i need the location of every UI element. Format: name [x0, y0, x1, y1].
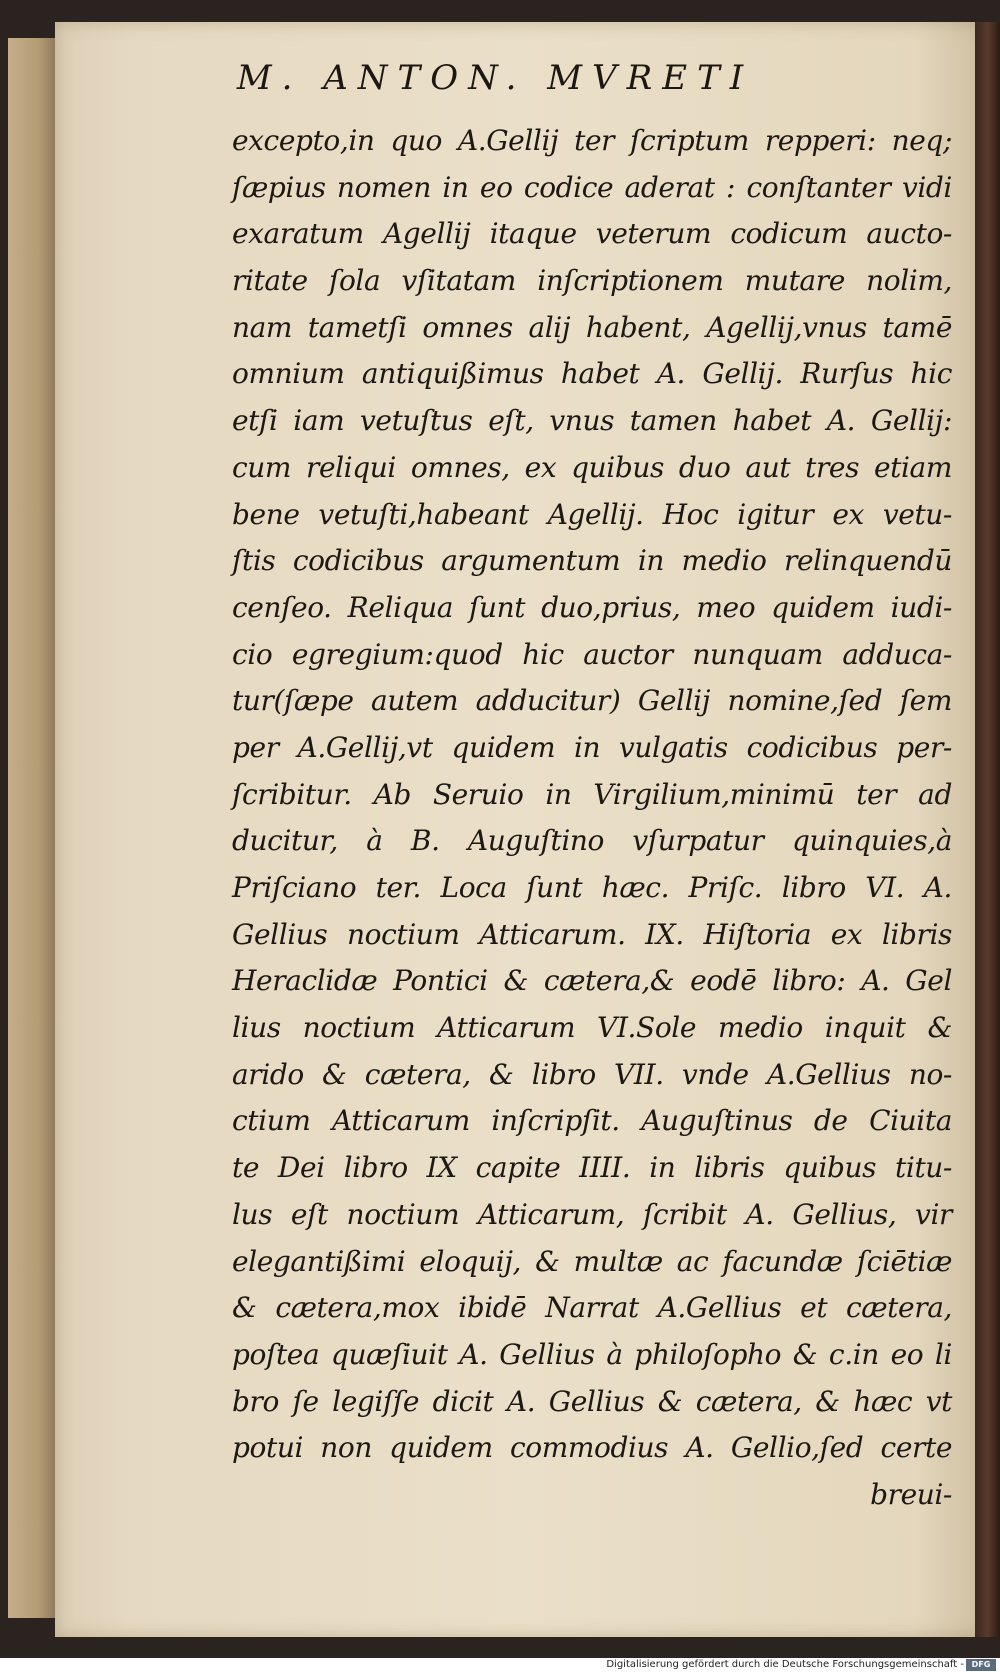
text-line: per A.Gellij,vt quidem in vulgatis codicibus per- [232, 730, 952, 764]
text-line: cenſeo. Reliqua ſunt duo,prius, meo quidem iudi- [232, 590, 952, 624]
text-line: ſtis codicibus argumentum in medio relinquendū [232, 544, 952, 578]
text-line: Heraclidæ Pontici & cætera,& eodē libro: A. Gel [232, 964, 952, 998]
body-text [232, 118, 952, 1519]
footer-bar [0, 1658, 1000, 1672]
text-line: exaratum Agellij itaque veterum codicum aucto- [232, 217, 952, 251]
text-line: te Dei libro IX capite IIII. in libris quibus titu- [232, 1151, 952, 1185]
running-head: M. ANTON. MVRETI [236, 58, 754, 98]
dfg-logo: DFG [966, 1659, 996, 1671]
text-line: elegantißimi eloquij, & multæ ac facundæ ſciētiæ [232, 1244, 952, 1278]
text-line: bene vetuſti,habeant Agellij. Hoc igitur ex vetu- [232, 497, 952, 531]
text-line: ſcribitur. Ab Seruio in Virgilium,minimū ter ad [232, 777, 952, 811]
footer-credit: Digitalisierung gefördert durch die Deutsche Forschungsgemeinschaft - [606, 1659, 964, 1670]
text-line: & cætera,mox ibidē Narrat A.Gellius et cætera, [232, 1291, 952, 1325]
text-line: ritate ſola vſitatam inſcriptionem mutare nolim, [232, 264, 952, 298]
text-line: nam tametſi omnes alij habent, Agellij,vnus tamē [232, 310, 952, 344]
text-line: etſi iam vetuſtus eſt, vnus tamen habet A. Gellij: [232, 404, 952, 438]
catchword: breui- [870, 1477, 952, 1511]
text-line: cum reliqui omnes, ex quibus duo aut tres etiam [232, 450, 952, 484]
book-cover-edge [8, 38, 58, 1618]
text-line: Gellius noctium Atticarum. IX. Hiſtoria ex libris [232, 917, 952, 951]
text-line: lius noctium Atticarum VI.Sole medio inquit & [232, 1011, 952, 1045]
text-line: omnium antiquißimus habet A. Gellij. Rurſus hic [232, 357, 952, 391]
text-line: cio egregium:quod hic auctor nunquam adduca- [232, 637, 952, 671]
text-line: ducitur, à B. Auguſtino vſurpatur quinquies,à [232, 824, 952, 858]
text-line: bro ſe legiſſe dicit A. Gellius & cætera, & hæc vt [232, 1384, 952, 1418]
text-line: lus eſt noctium Atticarum, ſcribit A. Gellius, vir [232, 1197, 952, 1231]
text-line: potui non quidem commodius A. Gellio,ſed certe [232, 1431, 952, 1465]
text-line: ctium Atticarum inſcripſit. Auguſtinus de Ciuita [232, 1104, 952, 1138]
text-line: Priſciano ter. Loca ſunt hæc. Priſc. libro VI. A. [232, 871, 952, 904]
text-line: arido & cætera, & libro VII. vnde A.Gellius no- [232, 1057, 952, 1091]
page-binding-edge [975, 22, 1000, 1637]
text-line: tur(ſæpe autem adducitur) Gellij nomine,ſed ſem [232, 684, 952, 718]
text-line: ſæpius nomen in eo codice aderat : conſtanter vidi [232, 170, 952, 204]
text-line: excepto,in quo A.Gellij ter ſcriptum repperi: neq; [232, 124, 952, 157]
text-line: poſtea quæſiuit A. Gellius à philoſopho & c.in eo li [232, 1337, 952, 1371]
